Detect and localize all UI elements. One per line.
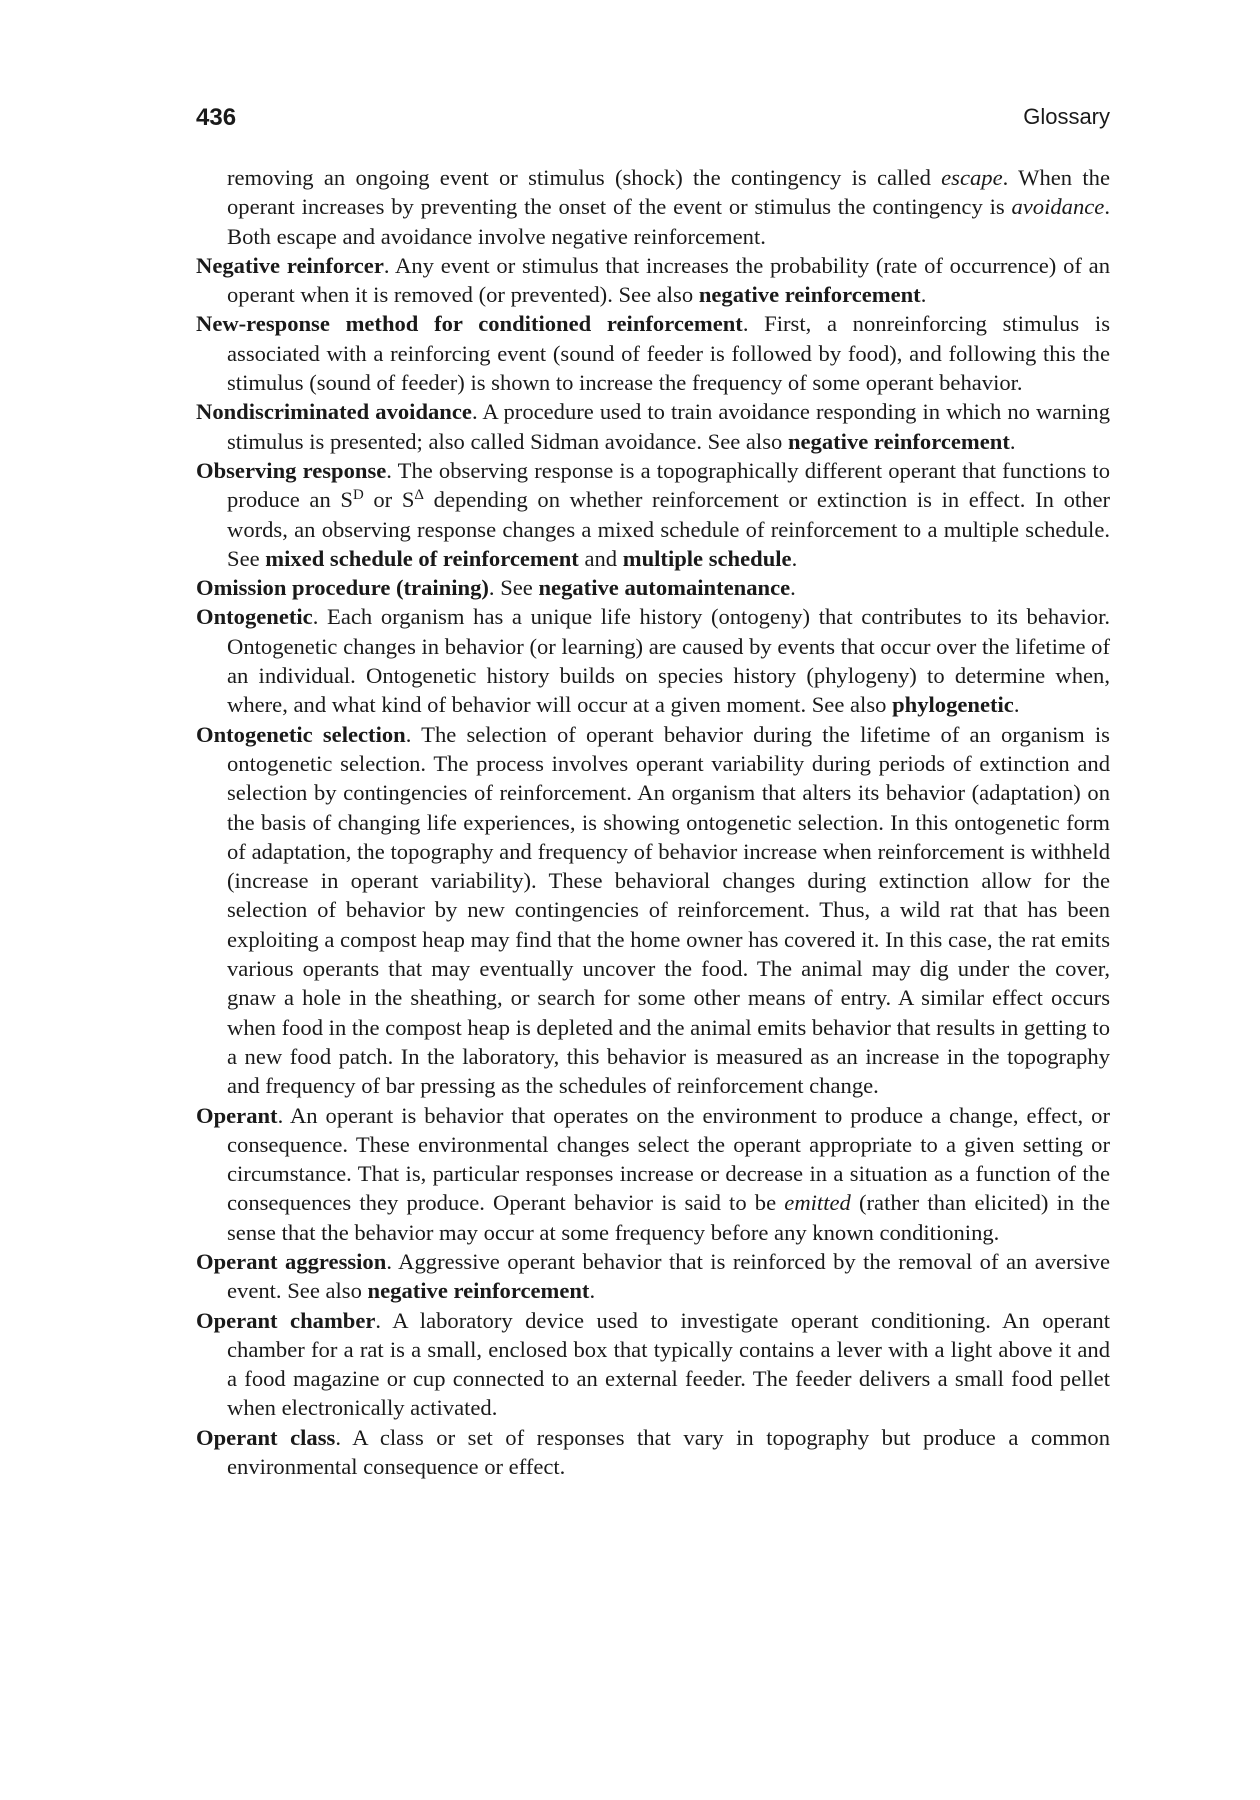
entry-term: Operant chamber bbox=[196, 1307, 376, 1333]
glossary-entry-operant-class: Operant class. A class or set of responses that vary in topography but produce a common environmental consequence or effect. bbox=[196, 1424, 1110, 1480]
glossary-entry-operant: Operant. An operant is behavior that operates on the environment to produce a change, effect, or consequence. These environmental changes select the operant appropriate to a given setting or circumstance. That is, particular responses increase or decrease in a situation as a function of the consequences they produce. Operant behavior is said to be emitted (rather than elicited) in the sense that the behavior may occur at some frequency before any known conditioning. bbox=[196, 1102, 1110, 1245]
entry-term: Observing response bbox=[196, 457, 387, 483]
superscript-d: D bbox=[352, 487, 364, 504]
running-head: Glossary bbox=[1023, 104, 1110, 129]
glossary-entry-negative-reinforcer: Negative reinforcer. Any event or stimulus that increases the probability (rate of occurrence) of an operant when it is removed (or prevented). See also negative reinforcement. bbox=[196, 252, 1110, 308]
page-number: 436 bbox=[196, 104, 237, 131]
glossary-entry-operant-chamber: Operant chamber. A laboratory device used to investigate operant conditioning. An operant chamber for a rat is a small, enclosed box that typically contains a lever with a light above it and a food magazine or cup connected to an external feeder. The feeder delivers a small food pellet when electronically activated. bbox=[196, 1307, 1110, 1421]
continued-entry-text: removing an ongoing event or stimulus (shock) the contingency is called escape. When the operant increases by preventing the onset of the event or stimulus the contingency is avoidance. Both escape and avoidance involve negative reinforcement. bbox=[227, 165, 1110, 249]
glossary-entry-new-response-method: New-response method for conditioned reinforcement. First, a nonreinforcing stimulus is associated with a reinforcing event (sound of feeder is followed by food), and following this the stimulus (sound of feeder) is shown to increase the frequency of some operant behavior. bbox=[196, 311, 1110, 396]
entry-term: Omission procedure (training) bbox=[196, 575, 489, 601]
superscript-delta: Δ bbox=[414, 487, 424, 504]
glossary-body bbox=[196, 163, 1110, 1481]
cross-reference: multiple schedule bbox=[622, 545, 792, 571]
glossary-entry-omission-procedure: Omission procedure (training). See negative automaintenance. bbox=[196, 575, 796, 601]
cross-reference: mixed schedule of reinforcement bbox=[265, 545, 579, 571]
glossary-entry-ontogenetic-selection: Ontogenetic selection. The selection of operant behavior during the lifetime of an organism is ontogenetic selection. The process involves operant variability during periods of extinction and selection by contingencies of reinforcement. An organism that alters its behavior (adaptation) on the basis of changing life experiences, is showing ontogenetic selection. In this ontogenetic form of adaptation, the topography and frequency of behavior increase when reinforcement is withheld (increase in operant variability). These behavioral changes during extinction allow for the selection of behavior by new contingencies of reinforcement. Thus, a wild rat that has been exploiting a compost heap may find that the home owner has covered it. In this case, the rat emits various operants that may eventually uncover the food. The animal may dig under the cover, gnaw a hole in the sheathing, or search for some other means of entry. A similar effect occurs when food in the compost heap is depleted and the animal emits behavior that results in getting to a new food patch. In the laboratory, this behavior is measured as an increase in the topography and frequency of bar pressing as the schedules of reinforcement change. bbox=[196, 721, 1110, 1099]
cross-reference: negative reinforcement bbox=[698, 282, 921, 308]
glossary-entry-operant-aggression: Operant aggression. Aggressive operant behavior that is reinforced by the removal of an aversive event. See also negative reinforcement. bbox=[196, 1248, 1111, 1304]
glossary-entry-observing-response: Observing response. The observing response is a topographically different operant that functions to produce an $S^D$ or $S^\Delta$ depending on whether reinforcement or extinction is in effect. In other words, an observing response changes a mixed schedule of reinforcement to a multiple schedule. See mixed schedule of reinforcement and multiple schedule. bbox=[196, 457, 1110, 571]
italic-term: emitted bbox=[784, 1190, 851, 1216]
cross-reference: negative reinforcement bbox=[787, 428, 1010, 454]
cross-reference: negative automaintenance bbox=[538, 575, 791, 601]
entry-term: New-response method for conditioned reinforcement bbox=[196, 311, 743, 337]
cross-reference: negative reinforcement bbox=[367, 1278, 590, 1304]
page-header bbox=[196, 104, 1110, 140]
entry-term: Ontogenetic selection bbox=[196, 721, 406, 747]
entry-term: Operant class bbox=[196, 1424, 336, 1450]
entry-term: Operant aggression bbox=[196, 1248, 387, 1274]
entry-term: Nondiscriminated avoidance bbox=[196, 399, 472, 425]
cross-reference: phylogenetic bbox=[892, 692, 1014, 718]
italic-term: avoidance bbox=[1011, 194, 1105, 220]
entry-term: Ontogenetic bbox=[196, 604, 313, 630]
glossary-entry-nondiscriminated-avoidance: Nondiscriminated avoidance. A procedure used to train avoidance responding in which no warning stimulus is presented; also called Sidman avoidance. See also negative reinforcement. bbox=[196, 399, 1111, 454]
entry-term: Negative reinforcer bbox=[196, 252, 384, 278]
italic-term: escape bbox=[941, 165, 1003, 190]
entry-term: Operant bbox=[196, 1102, 278, 1128]
glossary-entry-ontogenetic: Ontogenetic. Each organism has a unique life history (ontogeny) that contributes to its behavior. Ontogenetic changes in behavior (or learning) are caused by events that occur over the lifetime of an individual. Ontogenetic history builds on species history (phylogeny) to determine when, where, and what kind of behavior will occur at a given moment. See also phylogenetic. bbox=[196, 604, 1110, 718]
